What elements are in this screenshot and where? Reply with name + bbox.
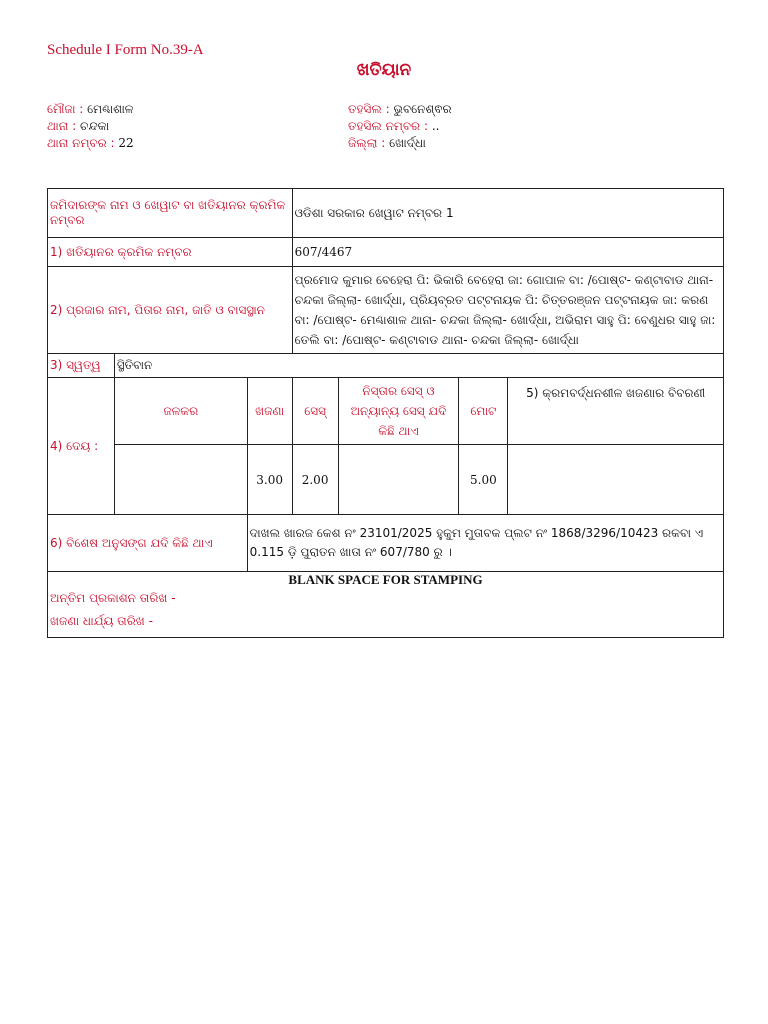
khatiyan-number-value: 607/4467	[292, 238, 723, 267]
landlord-label: ଜମିଦାରଙ୍କ ନାମ ଓ ଖେୱାଟ ବା ଖତିୟାନର କ୍ରମିକ ନମ୍ବର	[48, 189, 293, 238]
dues-value-cess: 2.00	[292, 445, 338, 515]
thana-number-label: ଥାନା ନମ୍ବର :	[47, 136, 119, 150]
thana-number-row	[47, 135, 134, 152]
dues-value-total: 5.00	[459, 445, 508, 515]
dues-header-progressive-rent: 5) କ୍ରମବର୍ଦ୍ଧନଶୀଳ ଖଜଣାର ବିବରଣୀ	[508, 378, 724, 445]
tahasil-value: ଭୁବନେଶ୍ଵର	[393, 102, 452, 116]
dues-header-rent: ଖଜଣା	[247, 378, 292, 445]
tahasil-label: ତହସିଲ :	[348, 102, 394, 116]
stamp-row	[48, 572, 724, 638]
final-publication-date: ଅନ୍ତିମ ପ୍ରକାଶନ ତାରିଖ -	[50, 591, 176, 605]
khatiyan-number-row	[48, 238, 724, 267]
right-value: ସ୍ଥିତିବାନ	[114, 354, 723, 378]
dues-label: 4) ଦେୟ :	[48, 378, 115, 515]
tenant-value: ପ୍ରମୋଦ କୁମାର ବେହେରା ପି: ଭିକାରି ବେହେରା ଜା: ଗୋପାଳ ବା: /ପୋଷ୍ଟ- କଣ୍ଟାବାଡ ଥାନା- ଚନ୍ଦକା ଜିଲ୍ଲା- ଖୋର୍ଦ୍ଧା, ପ୍ରିୟବ୍ରତ ପଟ୍ଟନାୟକ ପି: ଚିତ୍ତରଞ୍ଜନ ପଟ୍ଟନାୟକ ଜା: କରଣ ବା: /ପୋଷ୍ଟ- ମେଣ୍ଢାଶାଳ ଥାନା- ଚନ୍ଦକା ଜିଲ୍ଲା- ଖୋର୍ଦ୍ଧା, ଅଭିରାମ ସାହୁ ପି: ବେଣୁଧର ସାହୁ ଜା: ତେଲି ବା: /ପୋଷ୍ଟ- କଣ୍ଟାବାଡ ଥାନା- ଚନ୍ଦକା ଜିଲ୍ଲା- ଖୋର୍ଦ୍ଧା	[292, 267, 723, 354]
rent-fixed-date: ଖଜଣା ଧାର୍ଯ୍ୟ ତାରିଖ -	[50, 614, 153, 628]
special-row	[48, 515, 724, 572]
tahasil-row	[348, 101, 452, 118]
right-row	[48, 354, 724, 378]
mouza-value: ମେଣ୍ଢାଶାଳ	[87, 102, 134, 116]
schedule-form-number: Schedule I Form No.39-A	[47, 42, 204, 58]
dues-value-water-tax	[114, 445, 247, 515]
dues-value-rent: 3.00	[247, 445, 292, 515]
dues-header-water-tax: ଜଳକର	[114, 378, 247, 445]
dues-header-total: ମୋଟ	[459, 378, 508, 445]
dues-value-row	[48, 445, 724, 515]
district-row	[348, 135, 452, 152]
thana-value: ଚନ୍ଦକା	[80, 119, 110, 133]
thana-number-value: 22	[118, 136, 134, 150]
stamp-heading: BLANK SPACE FOR STAMPING	[288, 572, 483, 587]
thana-row	[47, 118, 134, 135]
stamp-area	[48, 572, 724, 638]
meta-left-block	[47, 101, 134, 152]
dues-header-other-cess: ନିସ୍ତାର ସେସ୍ ଓ ଅନ୍ୟାନ୍ୟ ସେସ୍ ଯଦି କିଛି ଥାଏ	[338, 378, 459, 445]
dues-value-progressive-rent	[508, 445, 724, 515]
dues-header-row	[48, 378, 724, 445]
landlord-value: ଓଡିଶା ସରକାର ଖେୱାଟ ନମ୍ବର 1	[292, 189, 723, 238]
district-label: ଜିଲ୍ଲା :	[348, 136, 390, 150]
tahasil-number-row	[348, 118, 452, 135]
dues-value-other-cess	[338, 445, 459, 515]
tenant-label: 2) ପ୍ରଜାର ନାମ, ପିତାର ନାମ, ଜାତି ଓ ବାସସ୍ଥାନ	[48, 267, 293, 354]
special-value: ଦାଖଲ ଖାରଜ କେଶ ନଂ 23101/2025 ହୁକୁମ ମୁତାବକ ପ୍ଲଟ ନଂ 1868/3296/10423 ରକବା ଏ 0.115 ଡ଼ି ପୁରାତନ ଖାତା ନଂ 607/780 ରୁ ।	[247, 515, 723, 572]
right-label: 3) ସ୍ୱତ୍ୱ	[48, 354, 115, 378]
tenant-row	[48, 267, 724, 354]
mouza-row	[47, 101, 134, 118]
special-label: 6) ବିଶେଷ ଅନୁସଙ୍ଗ ଯଦି କିଛି ଥାଏ	[48, 515, 248, 572]
district-value: ଖୋର୍ଦ୍ଧା	[389, 136, 426, 150]
mouza-label: ମୌଜା :	[47, 102, 88, 116]
meta-right-block	[348, 101, 452, 152]
landlord-row	[48, 189, 724, 238]
thana-label: ଥାନା :	[47, 119, 81, 133]
khatiyan-number-label: 1) ଖତିୟାନର କ୍ରମିକ ନମ୍ବର	[48, 238, 293, 267]
dues-header-cess: ସେସ୍	[292, 378, 338, 445]
khatiyan-table	[47, 188, 724, 638]
page-title: ଖତିୟାନ	[356, 60, 412, 80]
tahasil-number-value: ..	[431, 119, 440, 133]
tahasil-number-label: ତହସିଲ ନମ୍ବର :	[348, 119, 432, 133]
